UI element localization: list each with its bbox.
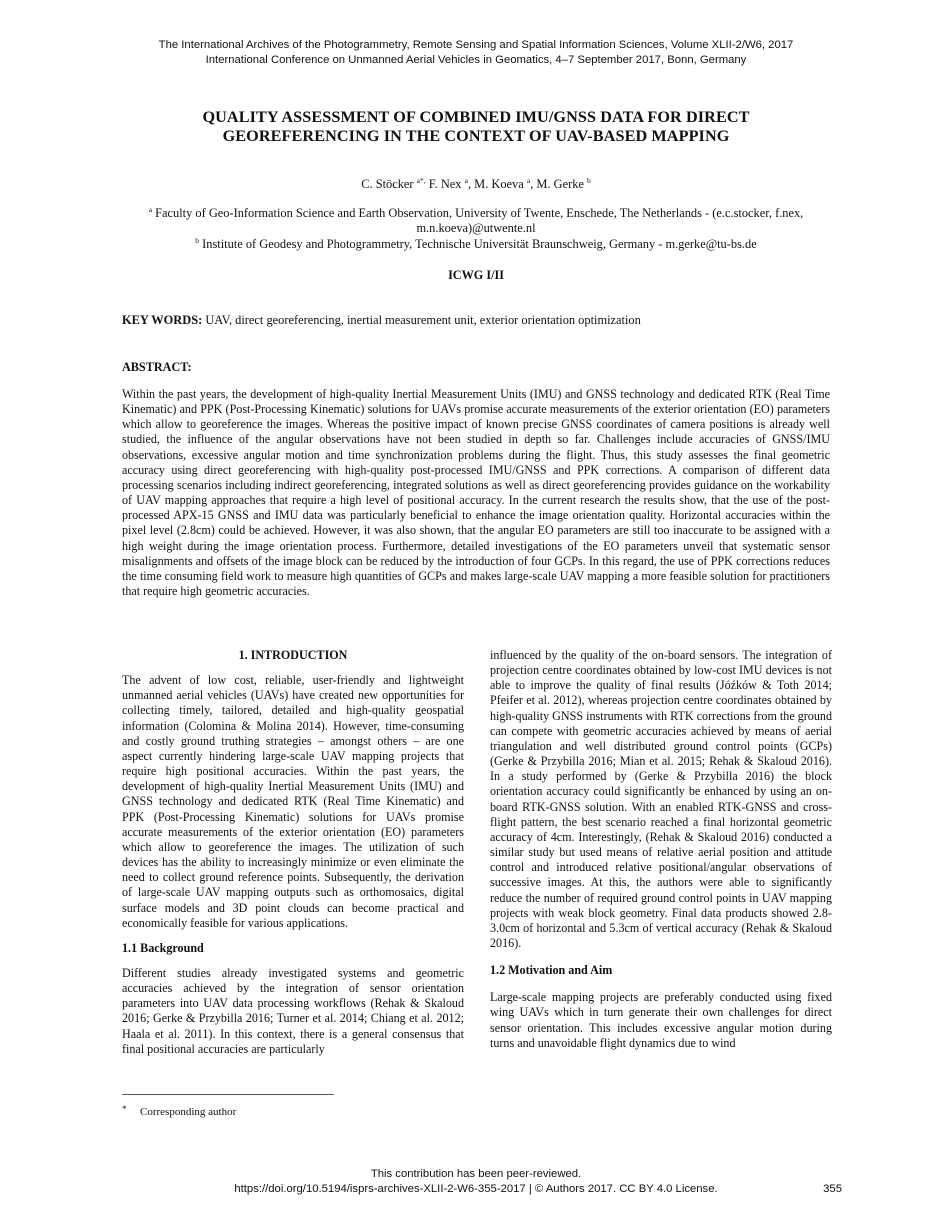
subsection-heading-motivation: 1.2 Motivation and Aim	[490, 963, 613, 978]
paragraph-background-continued: influenced by the quality of the on-board sensors. The integration of projection centre coordinates obtained by low-cost IMU devices is not able to improve the quality of final results (Jóźków & Toth 2014; Pfeifer et al. 2012), whereas projection centre coordinates obtained by high-quality GNSS instruments with RTK corrections from the ground can compete with geometric accuracies achieved by means of aerial triangulation and well distributed ground control points (GCPs) (Gerke & Przybilla 2016; Mian et al. 2015; Rehak & Skaloud 2016). In a study performed by (Gerke & Przybilla 2016) the block orientation accuracy could significantly be enhanced by using an on-board RTK-GNSS solution. With an enabled RTK-GNSS and cross-flight pattern, the best scenario reached a final horizontal geometric accuracy of 4cm. Interestingly, (Rehak & Skaloud 2016) conducted a similar study but used means of relative aerial position and attitude control and introduced relative positional/angular observations of successive images. At this, the authors were able to significantly reduce the number of required ground control points in UAV mapping projects with weak block geometry. Final data products showed 2.8-3.0cm of horizontal and 5.3cm of vertical accuracy (Rehak & Skaloud 2016).	[490, 648, 832, 950]
author-separator: ,	[530, 177, 534, 191]
author-name: F. Nex	[428, 177, 462, 191]
footnote-text: Corresponding author	[140, 1106, 237, 1118]
commission-label: ICWG I/II	[448, 268, 504, 282]
subsection-heading-background: 1.1 Background	[122, 940, 204, 955]
author-name: M. Gerke	[536, 177, 584, 191]
keywords-label: KEY WORDS:	[122, 313, 203, 327]
paragraph-background: Different studies already investigated systems and geometric accuracies achieved by the integration of sensor orientation parameters into UAV data processing workflows (Rehak & Skaloud 2016; Gerke & Przybilla 2016; Turner et al. 2014; Chiang et al. 2012; Haala et al. 2011). In this context, there is a general consensus that final positional accuracies are particularly	[122, 965, 464, 1056]
author-list	[60, 176, 892, 192]
author-name: M. Koeva	[474, 177, 524, 191]
affiliation-mark: b	[195, 235, 200, 245]
footer-line-1: This contribution has been peer-reviewed.	[370, 1168, 582, 1180]
footnote-divider	[122, 1094, 334, 1095]
author-affiliation-mark: a	[526, 176, 531, 185]
paragraph-introduction: The advent of low cost, reliable, user-friendly and lightweight unmanned aerial vehicles (UAVs) have created new opportunities for collecting timely, tailored, detailed and high-quality geospatial information (Colomina & Molina 2014). However, time-consuming and costly ground truthing strategies – amongst others – are one aspect currently hindering large-scale UAV mapping projects that require high positional accuracies. Within the past years, the development of high-quality Inertial Measurement Units (IMU) and GNSS technology and dedicated RTK (Real Time Kinematic) and PPK (Post-Processing Kinematic) solutions for UAVs promise accurate measurements of the exterior orientation (EO) parameters which allow to georeference the images. The utilization of such devices has the ability to increasingly minimize or even eliminate the need to collect ground reference points. Subsequently, the derivation of large-scale UAV mapping outputs such as orthomosaics, digital surface models and 3D point clouds can become practical and economically feasible for various applications.	[122, 673, 464, 930]
page-footer	[40, 1167, 912, 1197]
running-header	[40, 38, 912, 68]
footer-doi-line: https://doi.org/10.5194/isprs-archives-XLII-2-W6-355-2017 | © Authors 2017. CC BY 4.0 License.	[234, 1183, 718, 1195]
footnote	[122, 1102, 236, 1119]
affiliation-text: Institute of Geodesy and Photogrammetry, Technische Universität Braunschweig, Germany - m.gerke@tu-bs.de	[202, 236, 757, 251]
paper-title	[60, 108, 892, 146]
keywords	[122, 313, 830, 328]
section-heading-introduction: 1. INTRODUCTION	[238, 648, 348, 662]
paper-title-line-1: QUALITY ASSESSMENT OF COMBINED IMU/GNSS DATA FOR DIRECT	[202, 108, 750, 126]
paragraph-motivation: Large-scale mapping projects are preferably conducted using fixed wing UAVs which in turn generate their own challenges for direct sensor orientation. This includes excessive angular motion during turns and unavoidable flight dynamics due to wind	[490, 990, 832, 1050]
abstract-heading: ABSTRACT:	[122, 360, 192, 374]
page-number: 355	[823, 1183, 842, 1195]
affiliation-text: Faculty of Geo-Information Science and Earth Observation, University of Twente, Enschede, The Netherlands - (e.c.stocker, f.nex, m.n.koeva)@utwente.nl	[155, 206, 804, 236]
keywords-text: UAV, direct georeferencing, inertial measurement unit, exterior orientation optimization	[205, 313, 641, 327]
affiliation-mark: a	[148, 205, 153, 214]
author-affiliation-mark: a	[464, 176, 468, 185]
paper-title-line-2: GEOREFERENCING IN THE CONTEXT OF UAV-BASED MAPPING	[222, 127, 730, 145]
author-name: C. Stöcker	[361, 177, 414, 191]
author-affiliation-mark: a*,	[416, 176, 426, 185]
affiliations	[100, 206, 852, 252]
right-column	[490, 648, 832, 1051]
affiliation-a	[100, 206, 852, 237]
running-header-line-1: The International Archives of the Photogrammetry, Remote Sensing and Spatial Information Sciences, Volume XLII-2/W6, 2017	[158, 39, 794, 51]
abstract-text: Within the past years, the development of high-quality Inertial Measurement Units (IMU) and GNSS technology and dedicated RTK (Real Time Kinematic) and PPK (Post-Processing Kinematic) solutions for UAVs promise accurate measurements of the exterior orientation (EO) parameters which allow to georeference the images. Whereas the positive impact of known precise GNSS coordinates of camera positions is already well studied, the influence of the angular observations have not been studied in depth so far. Challenges include accuracies of GNSS/IMU observations, excessive angular motion and time synchronization problems during the flight. Thus, this study assesses the final geometric accuracy using direct georeferencing with high-quality post-processed IMU/GNSS and PPK corrections. A comparison of different data processing scenarios including indirect georeferencing, integrated solutions as well as direct georeferencing provides guidance on the workability of UAV mapping approaches that require a high level of positional accuracy. In the current research the results show, that the use of the post-processed APX-15 GNSS and IMU data was particularly beneficial to enhance the image orientation quality. Horizontal accuracies within the pixel level (2.8cm) could be achieved. However, it was also shown, that the angular EO parameters are still too inaccurate to be assigned with a high weight during the image orientation process. Furthermore, detailed investigations of the EO parameters unveil that systematic sensor misalignments and offsets of the image block can be reduced by the introduction of four GCPs. In this regard, the use of PPK corrections reduces the time consuming field work to measure high quantities of GCPs and makes large-scale UAV mapping a more feasible solution for practitioners that require high geometric accuracies.	[122, 387, 830, 599]
footnote-mark: *	[122, 1104, 127, 1114]
author-affiliation-mark: b	[587, 176, 591, 185]
author-separator: ,	[467, 177, 472, 191]
affiliation-b	[100, 237, 852, 252]
running-header-line-2: International Conference on Unmanned Aerial Vehicles in Geomatics, 4–7 September 2017, Bonn, Germany	[205, 54, 747, 66]
left-column	[122, 648, 464, 1057]
